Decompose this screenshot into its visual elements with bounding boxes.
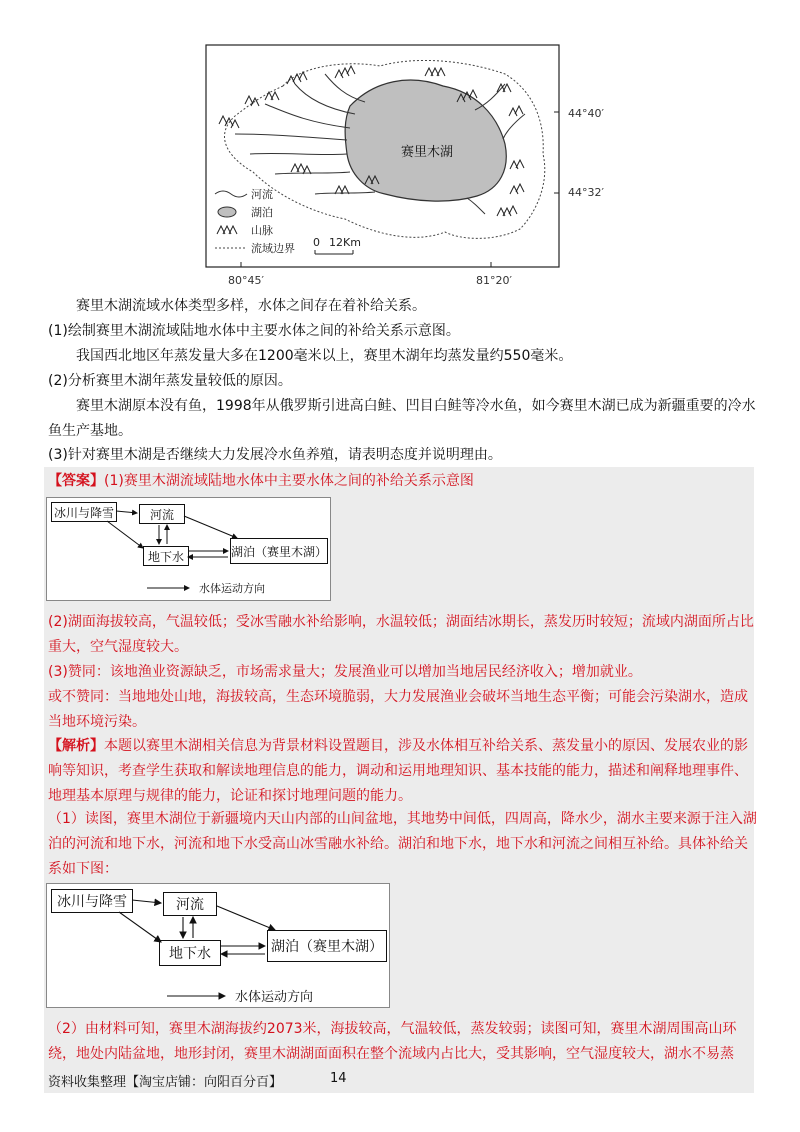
supply-diagram-large [46, 883, 390, 1008]
analysis-part-2: （2）由材料可知，赛里木湖海拔约2073米，海拔较高，气温较低，蒸发较弱；读图可知，赛里木湖周围高山环绕，地处内陆盆地，地形封闭，赛里木湖湖面面积在整个流域内占比大，受其影响，空气湿度较大，湖水不易蒸 [48, 1021, 737, 1062]
lon-tick-1: 80°45′ [228, 274, 264, 287]
legend-lake: 湖泊 [251, 206, 273, 219]
map-figure [205, 44, 560, 268]
page-number: 14 [330, 1071, 347, 1086]
map-svg [205, 44, 560, 268]
legend-river: 河流 [251, 188, 273, 201]
analysis-intro: 【解析】本题以赛里木湖相关信息为背景材料设置题目，涉及水体相互补给关系、蒸发量小的原因、发展农业的影响等知识，考查学生获取和解读地理信息的能力，调动和运用地理知识、基本技能的能力，描述和阐释地理事件、地理基本原理与规律的能力，论证和探讨地理问题的能力。 [48, 738, 748, 804]
legend-boundary: 流域边界 [251, 242, 295, 255]
diagram-legend-large: 水体运动方向 [235, 990, 314, 1005]
supply-diagram-small [46, 497, 331, 601]
lake-label: 赛里木湖 [400, 145, 454, 160]
analysis-part-1: （1）读图，赛里木湖位于新疆境内天山内部的山间盆地，其地势中间低，四周高，降水少，湖水主要来源于注入湖泊的河流和地下水，河流和地下水受高山冰雪融水补给。湖泊和地下水，地下水和河流之间相互补给。具体补给关系如下图： [48, 811, 757, 877]
answer-tag: 【答案】 [48, 473, 104, 489]
answer-3: (3)赞同：该地渔业资源缺乏，市场需求量大；发展渔业可以增加当地居民经济收入；增加就业。 [48, 664, 642, 680]
node-groundwater: 地下水 [143, 546, 189, 566]
analysis-tag: 【解析】 [48, 738, 104, 754]
question-1: (1)绘制赛里木湖流域陆地水体中主要水体之间的补给关系示意图。 [48, 323, 460, 339]
node-lake: 湖泊（赛里木湖） [230, 538, 328, 564]
node-river-2: 河流 [163, 892, 217, 916]
node-groundwater-2: 地下水 [159, 940, 221, 966]
node-glacier: 冰川与降雪 [51, 502, 117, 522]
svg-text:12Km: 12Km [329, 236, 361, 249]
answer-3b: 或不赞同：当地地处山地，海拔较高，生态环境脆弱，大力发展渔业会破坏当地生态平衡；可能会污染湖水，造成当地环境污染。 [48, 689, 748, 730]
answer-2: (2)湖面海拔较高，气温较低；受冰雪融水补给影响，水温较低；湖面结冰期长，蒸发历时较短；流域内湖面所占比重大，空气湿度较大。 [48, 614, 754, 655]
lat-tick-1: 44°40′ [568, 107, 604, 120]
lat-tick-2: 44°32′ [568, 186, 604, 199]
node-river: 河流 [139, 504, 185, 524]
svg-text:0: 0 [313, 236, 320, 249]
diagram-legend-small: 水体运动方向 [199, 582, 265, 595]
answer-1: 【答案】(1)赛里木湖流域陆地水体中主要水体之间的补给关系示意图 [48, 473, 474, 489]
node-lake-2: 湖泊（赛里木湖） [267, 930, 387, 962]
diagram-arrows-small [47, 498, 330, 600]
question-2: (2)分析赛里木湖年蒸发量较低的原因。 [48, 373, 292, 389]
legend-mountain: 山脉 [251, 224, 273, 237]
lon-tick-2: 81°20′ [476, 274, 512, 287]
footer-source: 资料收集整理【淘宝店铺：向阳百分百】 [48, 1075, 283, 1090]
node-glacier-2: 冰川与降雪 [51, 889, 133, 913]
intro-2: 我国西北地区年蒸发量大多在1200毫米以上，赛里木湖年均蒸发量约550毫米。 [76, 348, 573, 364]
intro-3: 赛里木湖原本没有鱼，1998年从俄罗斯引进高白鲑、凹目白鲑等冷水鱼，如今赛里木湖已成为新疆重要的冷水鱼生产基地。 [48, 398, 756, 439]
diagram-arrows-large [47, 884, 389, 1007]
question-3: (3)针对赛里木湖是否继续大力发展冷水鱼养殖，请表明态度并说明理由。 [48, 447, 502, 463]
intro-1: 赛里木湖流域水体类型多样，水体之间存在着补给关系。 [76, 298, 426, 314]
